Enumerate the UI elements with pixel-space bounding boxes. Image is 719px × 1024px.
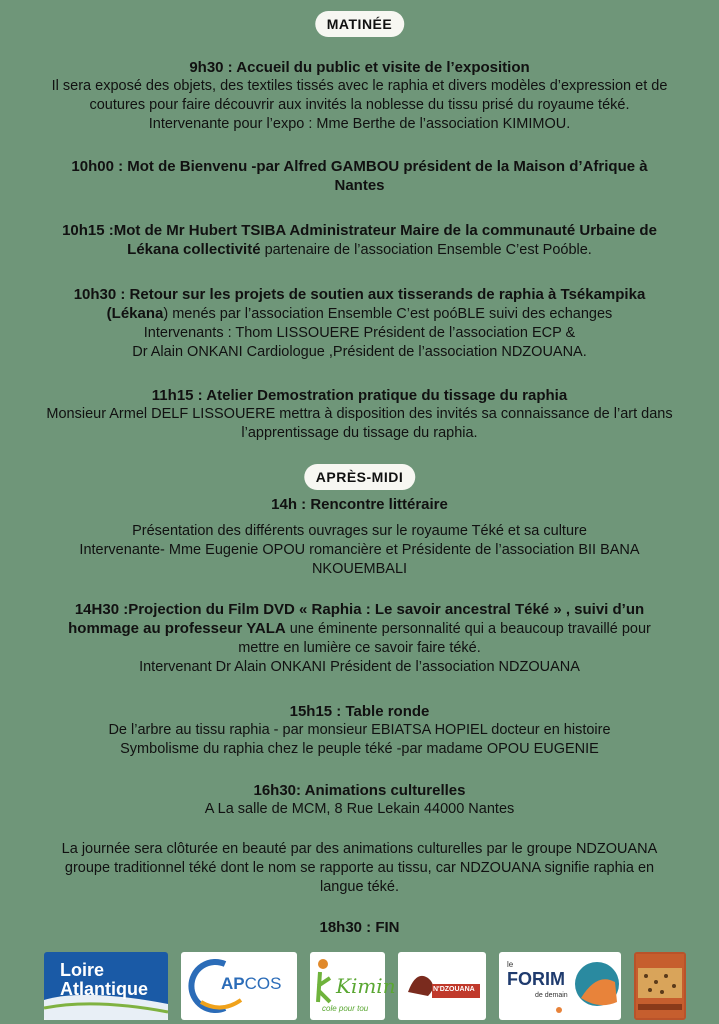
section-projection [12, 600, 707, 677]
section-text: Dr Alain ONKANI Cardiologue ,Président de l’association NDZOUANA. [132, 344, 587, 360]
loire-text-1: Loire [60, 960, 105, 980]
section-title: 11h15 : Atelier Demostration pratique du tissage du raphia [151, 387, 568, 404]
section-text: Intervenante pour l’expo : Mme Berthe de l’association KIMIMOU. [148, 116, 571, 132]
section-table-ronde [12, 702, 707, 759]
section-title: 14h : Rencontre littéraire [271, 496, 448, 513]
fin-text: 18h30 : FIN [319, 919, 400, 936]
section-text: Intervenants : Thom LISSOUERE Président de l’association ECP & [143, 325, 576, 341]
section-text: ) menés par l’association Ensemble C’est poóBLE suivi des echanges [163, 306, 613, 322]
section-title: (Lékana [106, 305, 164, 322]
section-title: 15h15 : Table ronde [289, 703, 430, 720]
ndzouana-logo [398, 952, 486, 1020]
section-tsiba [12, 221, 707, 260]
section-title: 10h00 : Mot de Bienvenu -par Alfred GAMBOU président de la Maison d’Afrique à [71, 158, 648, 175]
section-text: Symbolisme du raphia chez le peuple téké -par madame OPOU EUGENIE [120, 741, 599, 757]
section-rencontre [12, 495, 707, 579]
section-text: groupe traditionnel téké dont le nom se rapporte au tissu, car NDZOUANA signifie raphia en [64, 860, 655, 876]
book-cover-image [634, 952, 686, 1020]
section-text: A La salle de MCM, 8 Rue Lekain 44000 Nantes [204, 801, 515, 817]
section-text: La journée sera clôturée en beauté par des animations culturelles par le groupe NDZOUANA [61, 841, 658, 857]
section-title: 9h30 : Accueil du public et visite de l’exposition [189, 59, 530, 76]
apcos-logo [181, 952, 297, 1020]
section-cloture [12, 840, 707, 897]
forim-logo [499, 952, 621, 1020]
section-text: Intervenante- Mme Eugenie OPOU romancière et Présidente de l’association BII BANA [79, 542, 640, 558]
section-text: Monsieur Armel DELF LISSOUERE mettra à disposition des invités sa connaissance de l’art dans [46, 406, 673, 422]
apresmidi-label: APRÈS-MIDI [304, 464, 415, 490]
kiminou-text: Kimin [336, 974, 396, 998]
kiminou-logo [310, 952, 396, 1020]
forim-le: le [507, 960, 514, 969]
leopard-icon [634, 952, 686, 1020]
section-title: hommage au professeur YALA [68, 620, 286, 637]
section-text: partenaire de l’association Ensemble C’est Poóble. [260, 242, 592, 258]
section-text: l’apprentissage du tissage du raphia. [241, 425, 478, 441]
section-title: 14H30 :Projection du Film DVD « Raphia : Le savoir ancestral Téké » , suivi d’un [74, 601, 645, 618]
loire-atlantique-logo [44, 952, 168, 1020]
apcos-text-b: COS [244, 974, 282, 993]
section-text: une éminente personnalité qui a beaucoup travaillé pour [285, 621, 651, 637]
apcos-text-a: AP [221, 974, 245, 993]
forim-globe-icon [499, 952, 621, 1020]
section-text: Intervenant Dr Alain ONKANI Président de l’association NDZOUANA [139, 659, 580, 675]
section-text: NKOUEMBALI [311, 561, 408, 577]
section-title: 10h15 :Mot de Mr Hubert TSIBA Administrateur Maire de la communauté Urbaine de [62, 222, 657, 239]
loire-text-2: Atlantique [60, 979, 148, 999]
matinee-label: MATINÉE [315, 11, 404, 37]
section-text: Il sera exposé des objets, des textiles tissés avec le raphia et divers modèles d’expression et de [51, 78, 668, 94]
forim-text: FORIM [507, 969, 565, 989]
section-retour [12, 285, 707, 362]
section-text: coutures pour faire découvrir aux invités la noblesse du tissu prisé du royaume téké. [89, 97, 630, 113]
forim-sub: de demain [535, 992, 568, 999]
ndzouana-text: N'DZOUANA [433, 986, 475, 993]
section-title: Lékana collectivité [127, 241, 261, 258]
section-text: langue téké. [319, 879, 399, 895]
section-title: 16h30: Animations culturelles [253, 782, 466, 799]
section-accueil [12, 58, 707, 134]
section-title: 10h30 : Retour sur les projets de soutien aux tisserands de raphia à Tsékampika [73, 286, 646, 303]
section-atelier [12, 386, 707, 443]
partner-logos [0, 952, 719, 1024]
fin-title [12, 918, 707, 937]
section-text: Présentation des différents ouvrages sur le royaume Téké et sa culture [132, 523, 587, 539]
kiminou-subtext: cole pour tou [322, 1004, 369, 1013]
section-title: Nantes [334, 177, 385, 194]
section-text: De l’arbre au tissu raphia - par monsieur EBIATSA HOPIEL docteur en histoire [108, 722, 611, 738]
section-bienvenu [12, 157, 707, 195]
section-animations [12, 781, 707, 819]
section-text: mettre en lumière ce savoir faire téké. [238, 640, 481, 656]
